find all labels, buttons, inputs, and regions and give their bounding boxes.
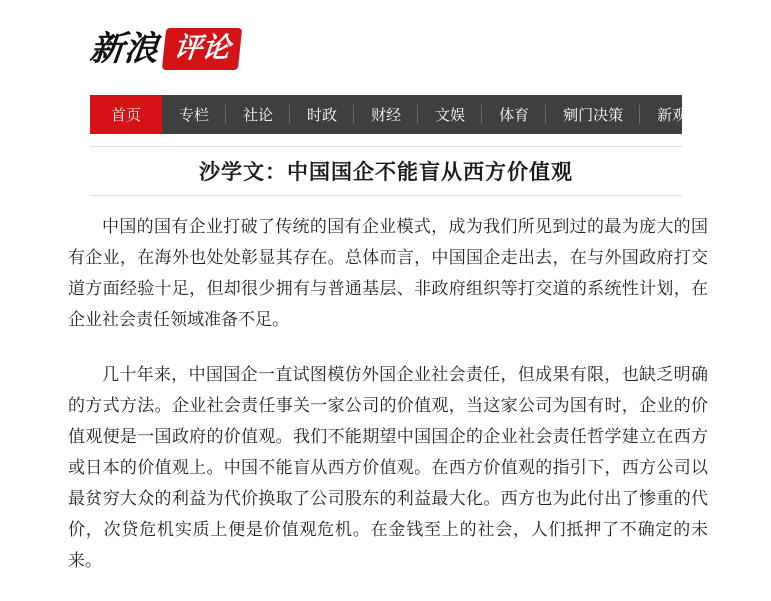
- site-logo[interactable]: [87, 26, 240, 72]
- nav-item-label: 体育: [499, 106, 530, 124]
- nav-item-finance[interactable]: [354, 95, 418, 134]
- main-navigation: [90, 95, 703, 134]
- article-paragraph: 中国的国有企业打破了传统的国有企业模式，成为我们所见到过的最为庞大的国有企业，在海外也处处彰显其存在。总体而言，中国国企走出去，在与外国政府打交道方面经验十足，但却很少拥有与普通基层、非政府组织等打交道的系统性计划，在企业社会责任领域准备不足。: [68, 217, 708, 330]
- article-title-band: [90, 146, 682, 196]
- nav-item-label: 社论: [243, 106, 274, 124]
- nav-item-politics[interactable]: [290, 95, 354, 134]
- article-body: [68, 212, 708, 601]
- page-title: 沙学文：中国国企不能盲从西方价值观: [199, 160, 573, 184]
- nav-item-columns[interactable]: [162, 95, 226, 134]
- nav-item-sports[interactable]: [482, 95, 546, 134]
- nav-item-entertainment[interactable]: [418, 95, 482, 134]
- nav-item-home[interactable]: [90, 95, 162, 134]
- logo-badge-commentary: 评论: [162, 28, 242, 70]
- nav-item-label: 财经: [371, 106, 402, 124]
- nav-item-observer[interactable]: [640, 95, 719, 134]
- article-paragraph: 几十年来，中国国企一直试图模仿外国企业社会责任，但成果有限，也缺乏明确的方式方法。企业社会责任事关一家公司的价值观，当这家公司为国有时，企业的价值观便是一国政府的价值观。我们不能期望中国国企的企业社会责任哲学建立在西方或日本的价值观上。中国不能盲从西方价值观。在西方价值观的指引下，西方公司以最贫穷大众的利益为代价换取了公司股东的利益最大化。西方也为此付出了惨重的代价，次贷危机实质上便是价值观危机。在金钱至上的社会，人们抵押了不确定的未来。: [68, 365, 708, 571]
- logo-text-sina: 新浪: [87, 29, 161, 69]
- nav-item-label: 剜门决策: [563, 106, 624, 124]
- nav-item-label: 专栏: [179, 106, 210, 124]
- nav-item-label: 文娱: [435, 106, 466, 124]
- nav-item-label: 首页: [111, 106, 142, 124]
- nav-item-label: 新观察: [657, 106, 703, 124]
- nav-item-decision[interactable]: [546, 95, 640, 134]
- nav-item-label: 时政: [307, 106, 338, 124]
- nav-item-editorial[interactable]: [226, 95, 290, 134]
